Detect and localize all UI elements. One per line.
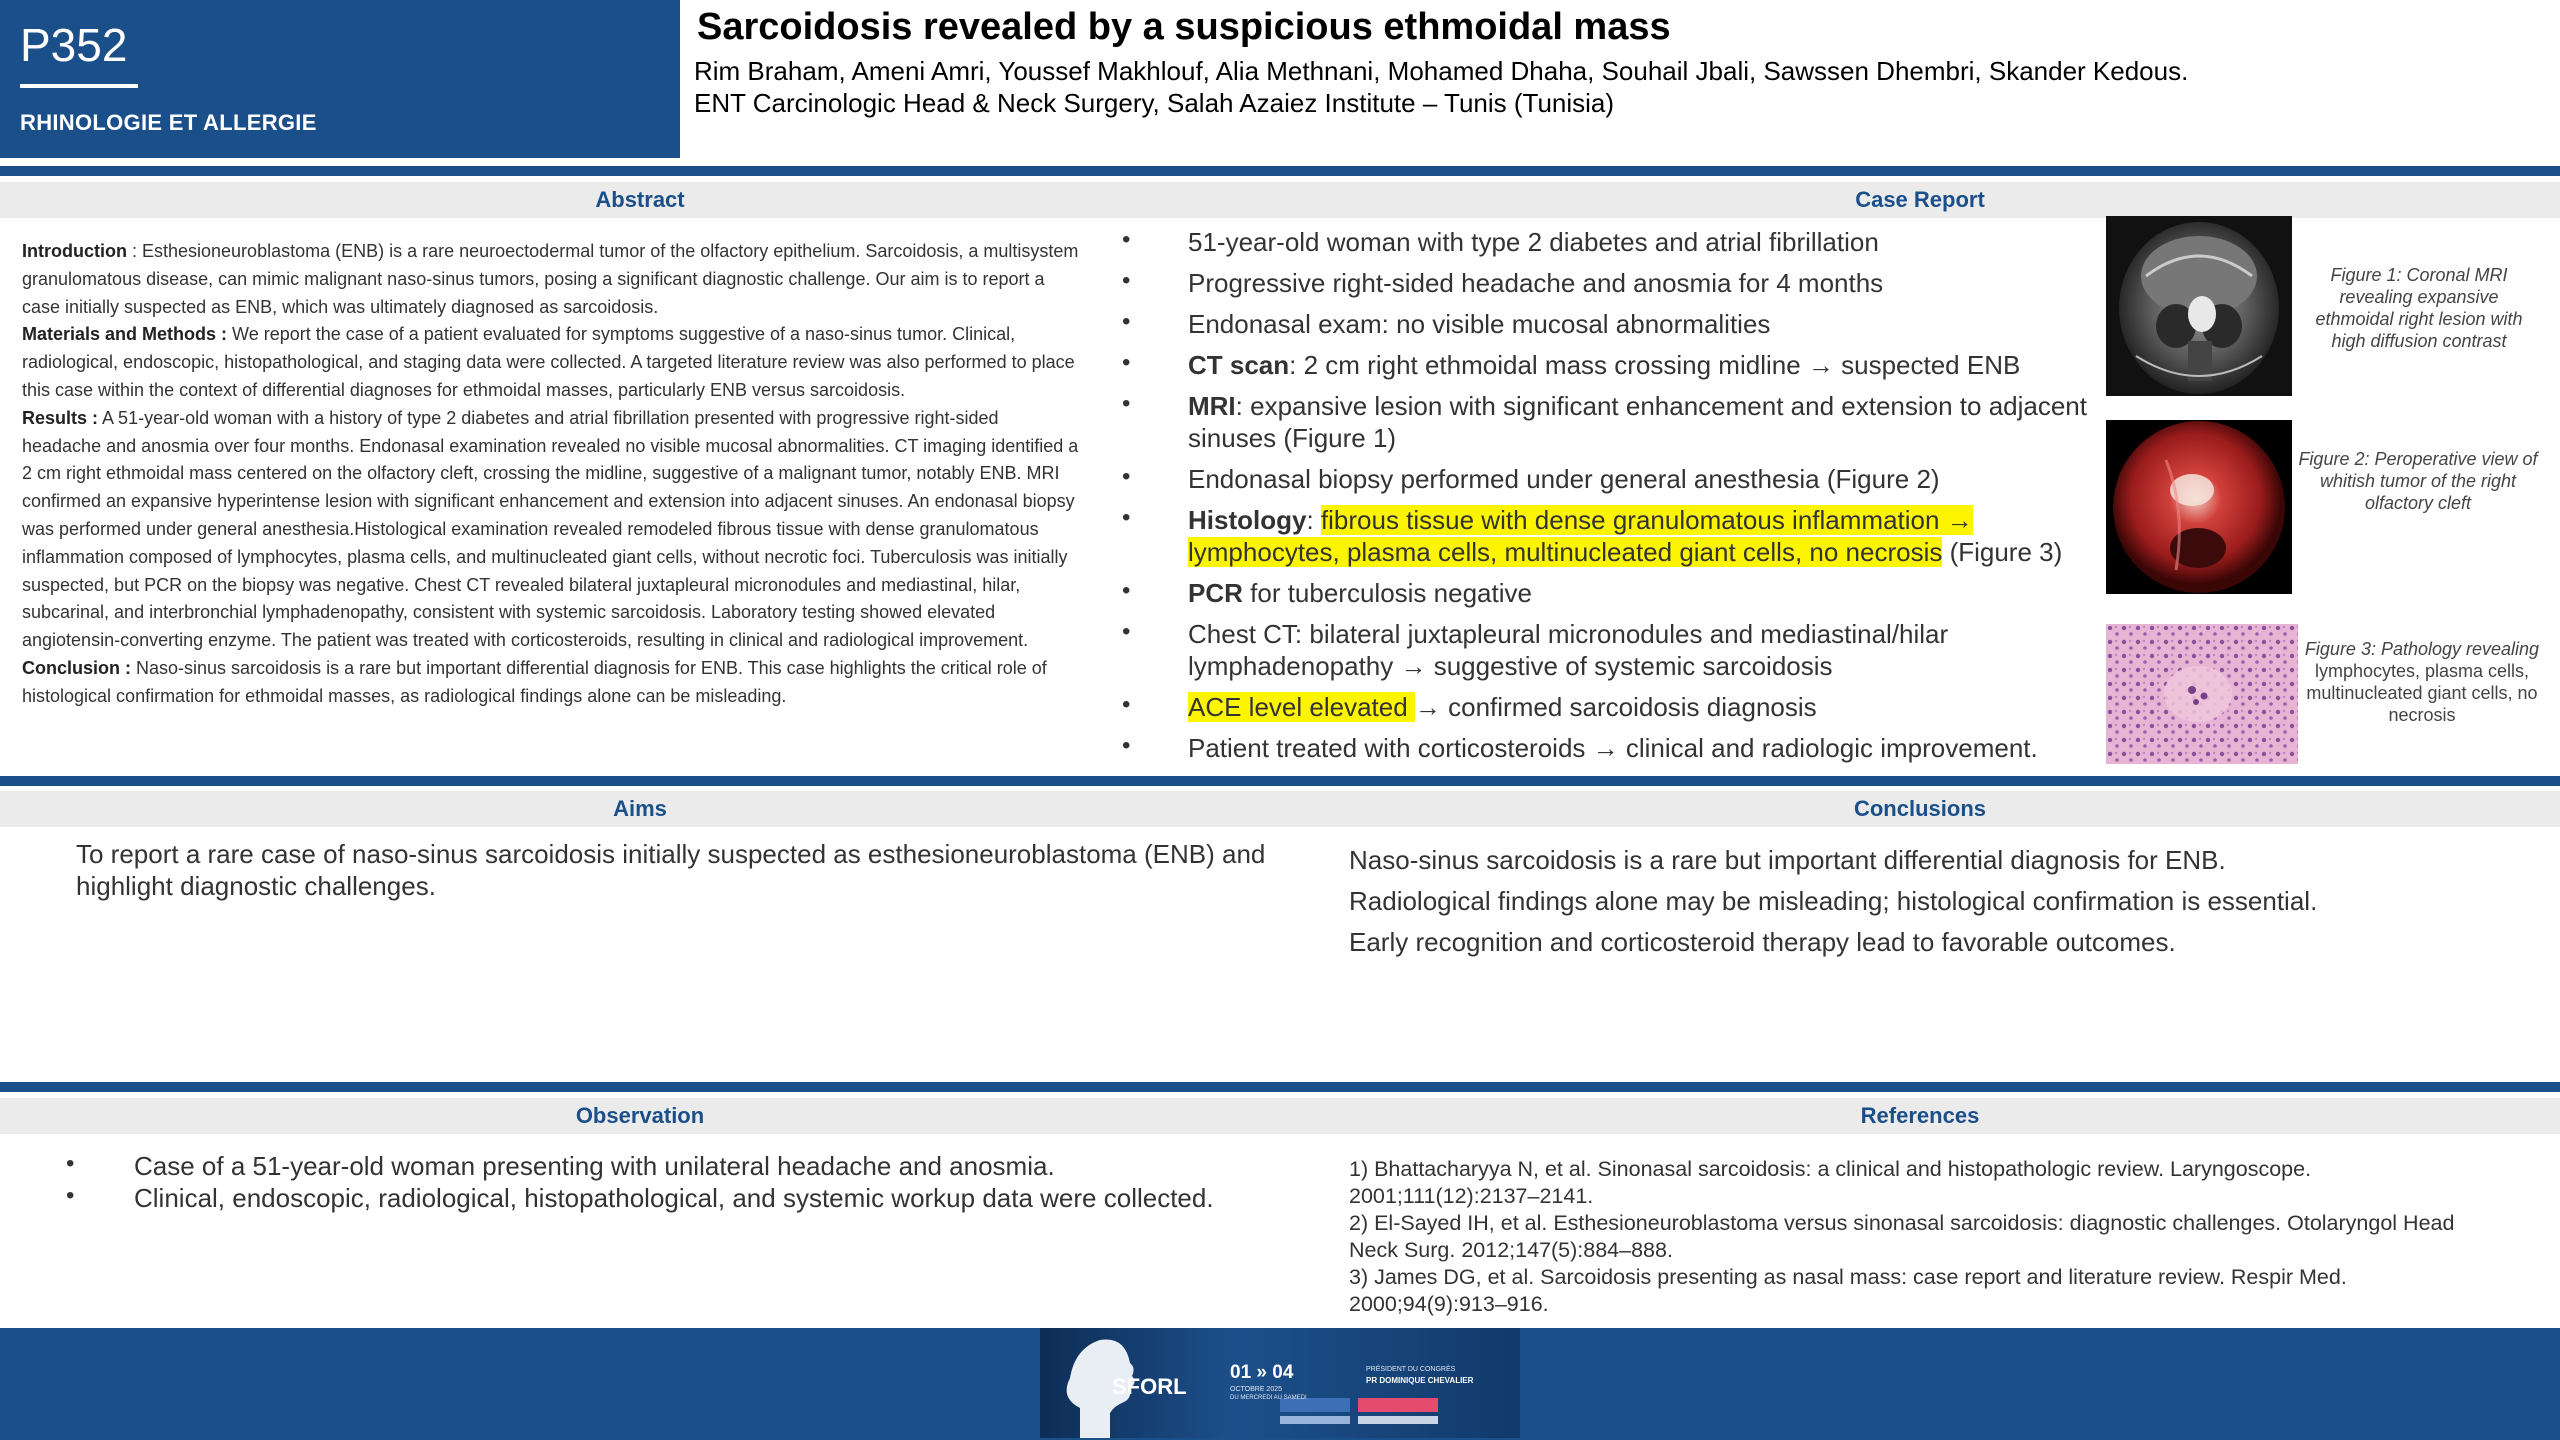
- banner-president-name: PR DOMINIQUE CHEVALIER: [1366, 1376, 1474, 1385]
- case-item: [1116, 732, 2106, 764]
- case-item-text: → confirmed sarcoidosis diagnosis: [1414, 692, 1817, 722]
- case-item-text: Endonasal exam: no visible mucosal abnormalities: [1188, 309, 1771, 339]
- figure-3-caption-plain: lymphocytes, plasma cells, multinucleated giant cells, no necrosis: [2306, 661, 2538, 725]
- banner-president-label: PRÉSIDENT DU CONGRÈS: [1366, 1366, 1456, 1373]
- case-item: [1116, 577, 2106, 609]
- case-item: [1116, 349, 2106, 381]
- congress-banner: [1040, 1328, 1520, 1438]
- case-item-text: Progressive right-sided headache and anosmia for 4 months: [1188, 268, 1884, 298]
- abstract-intro-label: Introduction: [22, 241, 127, 261]
- figure-1-mri-image: [2106, 216, 2292, 396]
- abstract-methods-text: We report the case of a patient evaluated for symptoms suggestive of a naso-sinus tumor. Clinical, radiological, endoscopic, histopathological, and staging data were collected. A targeted literature review was also performed to place this case within the context of differential diagnoses for ethmoidal masses, particularly ENB versus sarcoidosis.: [22, 324, 1075, 400]
- case-item-text: : 2 cm right ethmoidal mass crossing midline → suspected ENB: [1289, 350, 2021, 380]
- observation-item: • Case of a 51-year-old woman presenting with unilateral headache and anosmia.: [66, 1150, 1266, 1182]
- case-item-label: MRI: [1188, 391, 1236, 421]
- case-item-sep: :: [1306, 505, 1321, 535]
- case-item: [1116, 226, 2106, 258]
- figure-2-endoscopy-image: [2106, 420, 2292, 594]
- poster-code: P352: [20, 19, 128, 71]
- case-item-label: CT scan: [1188, 350, 1290, 380]
- aims-text: To report a rare case of naso-sinus sarcoidosis initially suspected as esthesioneuroblastoma (ENB) and highlight diagnostic challenges.: [76, 839, 1266, 901]
- poster-category: RHINOLOGIE ET ALLERGIE: [20, 110, 317, 135]
- abstract-conclusion-text: Naso-sinus sarcoidosis is a rare but important differential diagnosis for ENB. This case highlights the critical role of histological confirmation for ethmoidal masses, as radiological findings alone can be misleading.: [22, 657, 1047, 706]
- reference-item: 2) El-Sayed IH, et al. Esthesioneuroblastoma versus sinonasal sarcoidosis: diagnostic challenges. Otolaryngol Head Neck Surg. 2012;147(5):884–888.: [1349, 1211, 2455, 1262]
- figure-3-caption-italic: Figure 3: Pathology revealing: [2304, 639, 2540, 659]
- banner-dates: 01 » 04: [1230, 1362, 1294, 1383]
- highlighted-text: ACE level elevated: [1188, 692, 1415, 722]
- abstract-heading: Abstract: [595, 187, 685, 212]
- references-list: [1349, 1156, 2479, 1318]
- abstract-intro-text: : Esthesioneuroblastoma (ENB) is a rare neuroectodermal tumor of the olfactory epithelium. Sarcoidosis, a multisystem granulomatous disease, can mimic malignant naso-sinus tumors, posing a significant diagnostic challenge. Our aim is to report a case initially suspected as ENB, which was ultimately diagnosed as sarcoidosis.: [22, 241, 1079, 317]
- conclusion-line: Early recognition and corticosteroid therapy lead to favorable outcomes.: [1349, 927, 2176, 957]
- abstract-conclusion-label: Conclusion :: [22, 657, 131, 678]
- case-item: [1116, 463, 2106, 495]
- section-band: [0, 776, 2560, 786]
- case-item-text: Chest CT: bilateral juxtapleural micronodules and mediastinal/hilar lymphadenopathy → suggestive of systemic sarcoidosis: [1188, 619, 1949, 681]
- figure-3-caption: [2304, 638, 2540, 726]
- reference-item: 1) Bhattacharyya N, et al. Sinonasal sarcoidosis: a clinical and histopathologic review. Laryngoscope. 2001;111(12):2137–2141.: [1349, 1157, 2312, 1208]
- reference-item: 3) James DG, et al. Sarcoidosis presenting as nasal mass: case report and literature review. Respir Med. 2000;94(9):913–916.: [1349, 1265, 2347, 1316]
- conclusions-heading: Conclusions: [1853, 796, 1986, 821]
- banner-brand: SFORL: [1112, 1374, 1187, 1399]
- header-divider: [20, 84, 138, 88]
- case-item-text: Endonasal biopsy performed under general anesthesia (Figure 2): [1188, 464, 1940, 494]
- abstract-methods-label: Materials and Methods :: [22, 324, 228, 345]
- figure-3-pathology-image: [2106, 624, 2298, 764]
- case-report-heading: Case Report: [1855, 187, 1985, 212]
- observation-item: • Clinical, endoscopic, radiological, histopathological, and systemic workup data were collected.: [66, 1182, 1266, 1214]
- abstract-results-label: Results :: [22, 407, 99, 428]
- case-item: [1116, 390, 2106, 454]
- case-item: [1116, 504, 2106, 568]
- case-item: [1116, 308, 2106, 340]
- case-item-label: Histology: [1188, 505, 1307, 535]
- aims-heading: Aims: [613, 796, 667, 821]
- banner-month: OCTOBRE 2025: [1230, 1386, 1283, 1393]
- case-item-text: 51-year-old woman with type 2 diabetes and atrial fibrillation: [1188, 227, 1879, 257]
- observation-heading: Observation: [575, 1103, 705, 1128]
- abstract-results-text: A 51-year-old woman with a history of type 2 diabetes and atrial fibrillation presented with progressive right-sided headache and anosmia over four months. Endonasal examination revealed no visible mucosal abnormalities. CT imaging identified a 2 cm right ethmoidal mass centered on the olfactory cleft, crossing the midline, suggestive of a malignant tumor, notably ENB. MRI confirmed an expansive hyperintense lesion with significant enhancement and extension into adjacent sinuses. An endonasal biopsy was performed under general anesthesia.Histological examination revealed remodeled fibrous tissue with dense granulomatous inflammation composed of lymphocytes, plasma cells, and multinucleated giant cells, without necrotic foci. Tuberculosis was initially suspected, but PCR on the biopsy was negative. Chest CT revealed bilateral juxtapleural micronodules and mediastinal, hilar, subcarinal, and interbronchial lymphadenopathy, consistent with systemic sarcoidosis. Laboratory testing showed elevated angiotensin-converting enzyme. The patient was treated with corticosteroids, resulting in clinical and radiological improvement.: [22, 407, 1079, 651]
- case-item-text: for tuberculosis negative: [1242, 578, 1532, 608]
- observation-list: [66, 1150, 1266, 1214]
- case-item: [1116, 618, 2106, 682]
- section-band: [0, 166, 2560, 176]
- conclusion-line: Naso-sinus sarcoidosis is a rare but important differential diagnosis for ENB.: [1349, 845, 2226, 875]
- references-heading: References: [1860, 1103, 1980, 1128]
- section-band: [0, 1082, 2560, 1092]
- case-item-text: (Figure 3): [1942, 537, 2063, 567]
- figure-1-caption: Figure 1: Coronal MRI revealing expansive ethmoidal right lesion with high diffusion contrast: [2315, 265, 2523, 351]
- case-item: [1116, 691, 2106, 723]
- poster-title: Sarcoidosis revealed by a suspicious ethmoidal mass: [697, 6, 1671, 48]
- case-item-text: : expansive lesion with significant enhancement and extension to adjacent sinuses (Figure 1): [1188, 391, 2087, 453]
- case-item: [1116, 267, 2106, 299]
- case-report-list: [1116, 226, 2106, 773]
- figure-2-caption: Figure 2: Peroperative view of whitish tumor of the right olfactory cleft: [2298, 449, 2538, 513]
- highlighted-text: fibrous tissue with dense granulomatous inflammation → lymphocytes, plasma cells, multinucleated giant cells, no necrosis: [1188, 505, 1973, 567]
- poster-affiliation: ENT Carcinologic Head & Neck Surgery, Salah Azaiez Institute – Tunis (Tunisia): [694, 88, 1615, 118]
- banner-weekdays: DU MERCREDI AU SAMEDI: [1230, 1395, 1307, 1401]
- conclusion-line: Radiological findings alone may be misleading; histological confirmation is essential.: [1349, 886, 2318, 916]
- abstract-body: [22, 238, 1082, 711]
- case-item-text: Patient treated with corticosteroids → clinical and radiologic improvement.: [1188, 733, 2038, 763]
- poster-authors: Rim Braham, Ameni Amri, Youssef Makhlouf, Alia Methnani, Mohamed Dhaha, Souhail Jbali, Sawssen Dhembri, Skander Kedous.: [694, 56, 2189, 86]
- case-item-label: PCR: [1188, 578, 1243, 608]
